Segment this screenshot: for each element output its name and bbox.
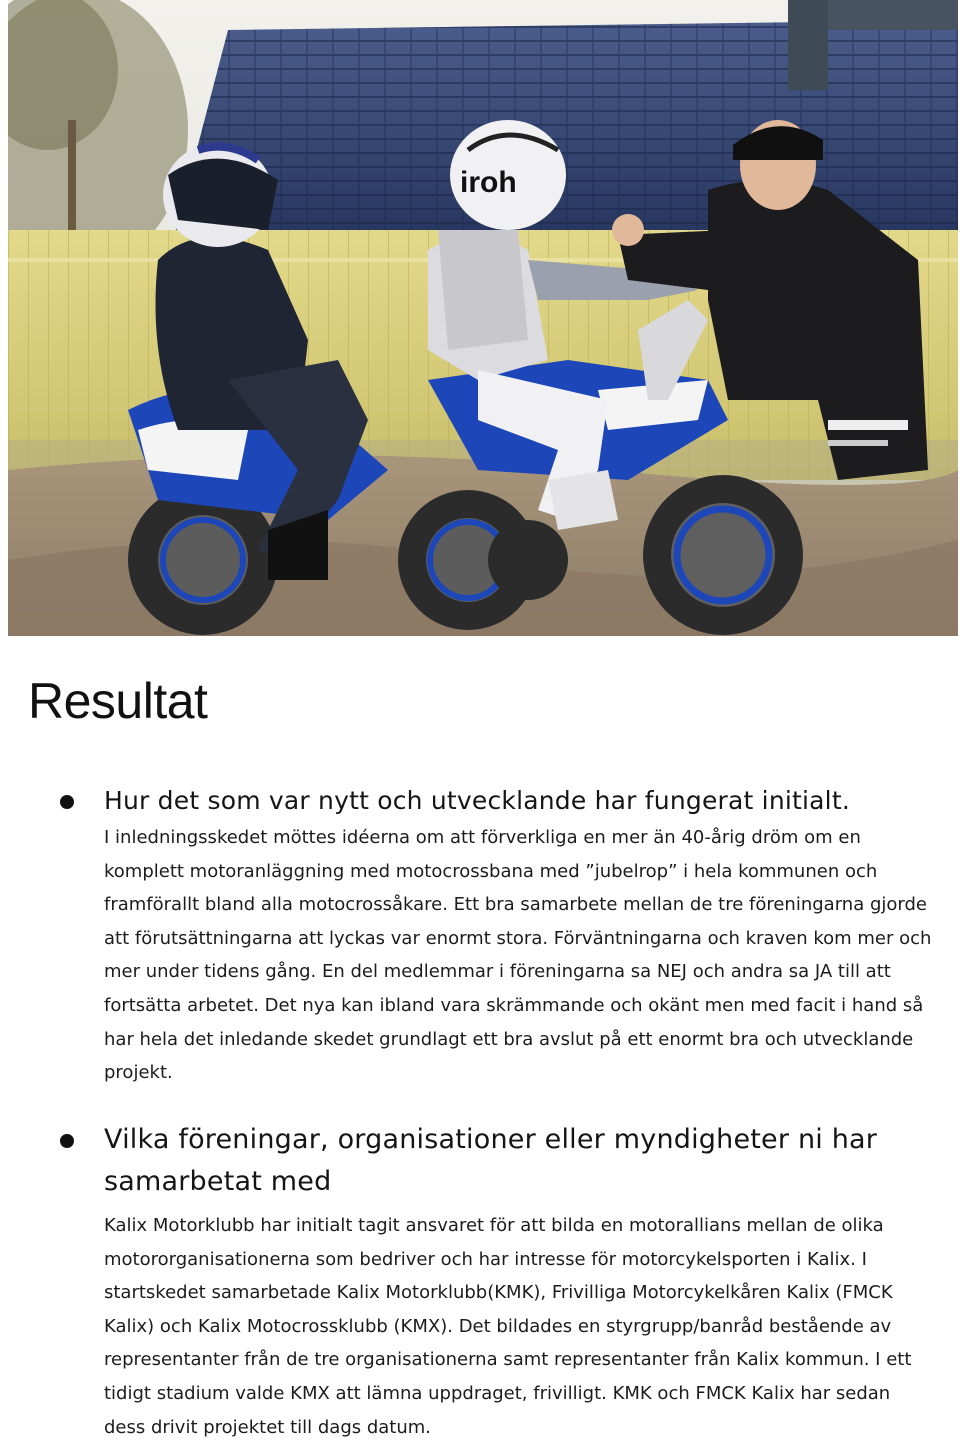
bullet-icon bbox=[60, 1134, 74, 1148]
section-title: Hur det som var nytt och utvecklande har fungerat initialt. bbox=[104, 786, 850, 815]
section-collaborations bbox=[104, 1119, 934, 1444]
section-body: Kalix Motorklubb har initialt tagit ansvaret för att bilda en motorallians mellan de olika motororganisationerna som bedriver och har intresse för motorcykelsporten i Kalix. I startskedet samarbetade Kalix Motorklubb(KMK), Frivilliga Motorcykelkåren Kalix (FMCK Kalix) och Kalix Motocrossklubb (KMX). Det bildades en styrgrupp/banråd bestående av representanter från de tre organisationerna samt representanter från Kalix kommun. I ett tidigt stadium valde KMX att lämna uppdraget, frivilligt. KMK och FMCK Kalix har sedan dess drivit projektet till dags datum. bbox=[104, 1215, 912, 1438]
bullet-icon bbox=[60, 795, 74, 809]
photo-motocross-coaching bbox=[8, 0, 958, 636]
section-body: I inledningsskedet möttes idéerna om att förverkliga en mer än 40-årig dröm om en komplett motoranläggning med motocrossbana med ”jubelrop” i hela kommunen och framförallt bland alla motocrossåkare. Ett bra samarbete mellan de tre föreningarna gjorde att förutsättningarna att lyckas var enormt stora. Förväntningarna och kraven kom mer och mer under tidens gång. En del medlemmar i föreningarna sa NEJ och andra sa JA till att fortsätta arbetet. Det nya kan ibland vara skrämmande och okänt men med facit i hand så har hela det inledande skedet grundlagt ett bra avslut på ett enormt bra och utvecklande projekt. bbox=[104, 827, 932, 1084]
section-title: Vilka föreningar, organisationer eller myndigheter ni har samarbetat med bbox=[104, 1124, 878, 1197]
page-heading: Resultat bbox=[28, 673, 208, 729]
helmet-text: iroh bbox=[460, 166, 517, 199]
section-initial-results bbox=[104, 781, 934, 1090]
